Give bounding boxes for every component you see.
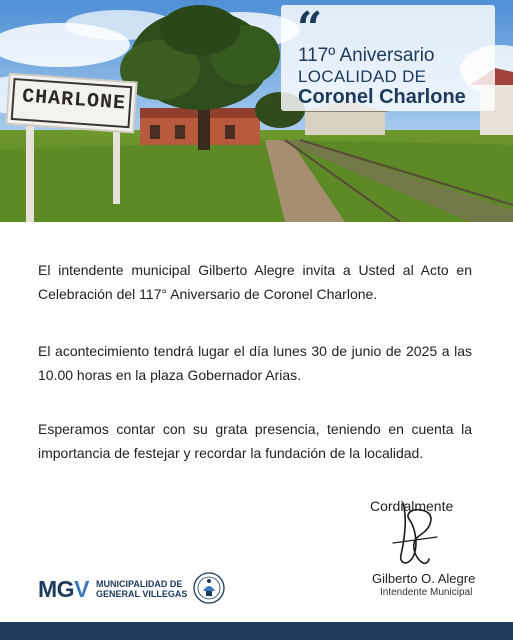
logo-letters: MG (38, 576, 75, 602)
logo-letter-v: V (74, 576, 89, 602)
event-details-paragraph (38, 339, 472, 387)
paragraph-line: Esperamos contar con su grata presencia, teniendo en cuenta la (38, 421, 472, 437)
closing-salutation: Cordialmente (370, 498, 454, 514)
paragraph-line: 10.00 horas en la plaza Gobernador Arias. (38, 367, 302, 383)
municipality-name-line1: MUNICIPALIDAD DE (96, 579, 183, 589)
quote-icon: “ (297, 3, 323, 54)
handwritten-signature (385, 497, 445, 577)
paragraph-line: El intendente municipal Gilberto Alegre invita a Usted al Acto en (38, 262, 472, 278)
invitation-paragraph (38, 258, 472, 306)
title-locality: LOCALIDAD DE (298, 67, 427, 86)
municipality-logo (38, 576, 89, 602)
footer-bar (0, 622, 513, 640)
municipality-name (96, 579, 187, 599)
paragraph-line: Celebración del 117° Aniversario de Coronel Charlone. (38, 286, 378, 302)
hero-photo (0, 0, 513, 222)
signer-name: Gilberto O. Alegre (372, 571, 476, 586)
signer-title: Intendente Municipal (380, 587, 473, 598)
municipality-name-line2: GENERAL VILLEGAS (96, 589, 188, 599)
paragraph-line: El acontecimiento tendrá lugar el día lunes 30 de junio de 2025 a las (38, 343, 472, 359)
paragraph-line: importancia de festejar y recordar la fundación de la localidad. (38, 445, 424, 461)
closing-paragraph (38, 417, 472, 465)
title-card (281, 5, 495, 111)
title-anniversary: 117º Aniversario (298, 45, 435, 66)
municipal-seal-icon (193, 571, 225, 605)
title-town-name: Coronel Charlone (298, 86, 466, 108)
station-sign-text: CHARLONE (21, 85, 127, 116)
